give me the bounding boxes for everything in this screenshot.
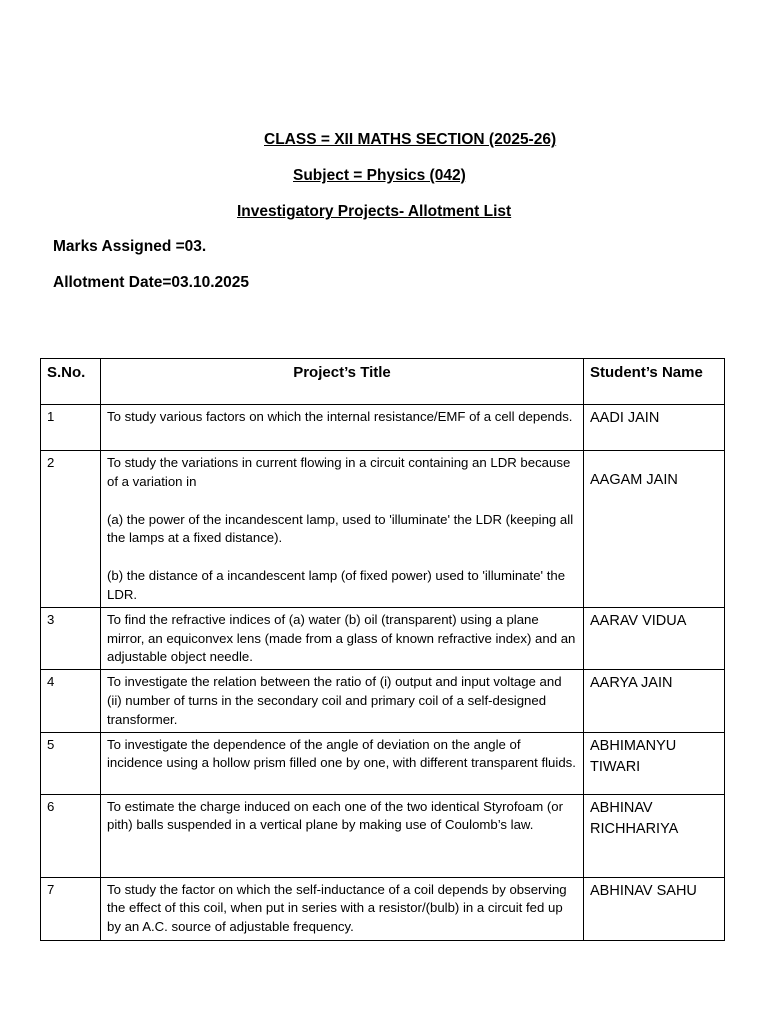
table-row [41, 607, 725, 669]
title-text: To investigate the relation between the ratio of (i) output and input voltage and (ii) number of turns in the secondary coil and primary coil of a self-designed transformer. [107, 674, 562, 727]
row-student-name: AARYA JAIN [584, 670, 725, 732]
column-header-title: Project’s Title [101, 359, 584, 405]
row-student-name: AARAV VIDUA [584, 607, 725, 669]
allotment-table [40, 358, 725, 941]
row-title [101, 451, 584, 608]
allotment-date: Allotment Date=03.10.2025 [53, 274, 249, 291]
row-student-name: ABHINAV SAHU [584, 877, 725, 940]
row-sno: 5 [41, 732, 101, 794]
row-student-name: AAGAM JAIN [584, 451, 725, 608]
table-row [41, 732, 725, 794]
title-text: To investigate the dependence of the angle of deviation on the angle of incidence using a hollow prism filled one by one, with different transparent fluids. [107, 736, 576, 771]
table-row [41, 670, 725, 732]
row-title [101, 877, 584, 940]
row-sno: 3 [41, 607, 101, 669]
title-text: To study the variations in current flowing in a circuit containing an LDR because of a variation in [107, 455, 571, 489]
table-row [41, 877, 725, 940]
row-student-name: AADI JAIN [584, 405, 725, 451]
row-title [101, 732, 584, 794]
row-student-name: ABHINAV RICHHARIYA [584, 794, 725, 877]
column-header-name: Student’s Name [584, 359, 725, 405]
row-title [101, 405, 584, 451]
row-sno: 2 [41, 451, 101, 608]
column-header-sno: S.No. [41, 359, 101, 405]
row-title [101, 794, 584, 877]
marks-assigned: Marks Assigned =03. [53, 238, 207, 255]
table-header-row [41, 359, 725, 405]
table-row [41, 451, 725, 608]
list-title: Investigatory Projects- Allotment List [237, 203, 512, 220]
row-title [101, 607, 584, 669]
title-text: To study various factors on which the internal resistance/EMF of a cell depends. [107, 409, 573, 424]
table-row [41, 794, 725, 877]
table-row [41, 405, 725, 451]
title-text: To estimate the charge induced on each one of the two identical Styrofoam (or pith) balls suspended in a vertical plane by making use of Coulomb’s law. [107, 798, 563, 833]
title-text: To find the refractive indices of (a) water (b) oil (transparent) using a plane mirror, an equiconvex lens (made from a glass of known refractive index) and an adjustable object needle. [107, 611, 576, 665]
class-heading: CLASS = XII MATHS SECTION (2025-26) [264, 131, 557, 148]
row-sno: 1 [41, 405, 101, 451]
row-sno: 6 [41, 794, 101, 877]
title-text-option-b: (b) the distance of a incandescent lamp (of fixed power) used to 'illuminate' the LDR. [107, 568, 566, 602]
row-title [101, 670, 584, 732]
row-student-name: ABHIMANYU TIWARI [584, 732, 725, 794]
title-text-option-a: (a) the power of the incandescent lamp, used to 'illuminate' the LDR (keeping all the lamps at a fixed distance). [107, 511, 574, 546]
subject-heading: Subject = Physics (042) [293, 167, 466, 184]
row-sno: 7 [41, 877, 101, 940]
title-text: To study the factor on which the self-inductance of a coil depends by observing the effect of this coil, when put in series with a resistor/(bulb) in a circuit fed up by an A.C. source of adjustable frequency. [107, 881, 567, 935]
row-sno: 4 [41, 670, 101, 732]
